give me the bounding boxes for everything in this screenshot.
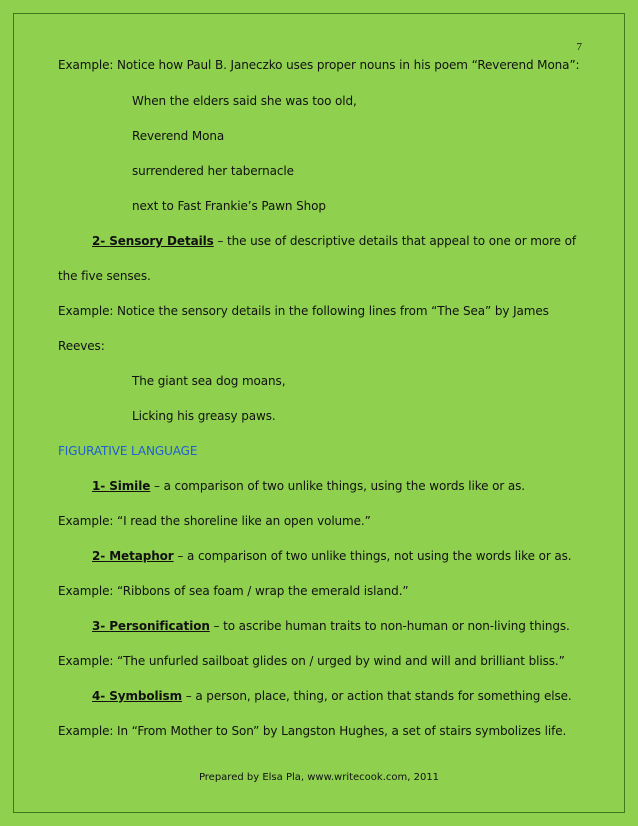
personification-example: Example: “The unfurled sailboat glides on / urged by wind and will and brilliant bliss.” <box>58 654 565 668</box>
term-personification: Personification <box>109 619 210 633</box>
list-number: 3- <box>92 619 110 633</box>
janeczko-example: Example: Notice how Paul B. Janeczko uses proper nouns in his poem “Reverend Mona”: <box>58 58 580 72</box>
figurative-language-heading: FIGURATIVE LANGUAGE <box>58 444 198 458</box>
simile-example: Example: “I read the shoreline like an open volume.” <box>58 514 371 528</box>
poem-line: Reverend Mona <box>132 129 225 143</box>
poem-line: next to Fast Frankie’s Pawn Shop <box>132 199 326 213</box>
page-footer: Prepared by Elsa Pla, www.writecook.com, 2011 <box>198 772 440 783</box>
poem-line: When the elders said she was too old, <box>132 94 357 108</box>
poem-line: Licking his greasy paws. <box>132 409 276 423</box>
definition-text: – the use of descriptive details that appeal to one or more of <box>213 234 577 248</box>
page-number: 7 <box>576 41 582 53</box>
term-metaphor: Metaphor <box>109 549 174 563</box>
list-number: 1- <box>92 479 110 493</box>
definition-text: – a person, place, thing, or action that stands for something else. <box>182 689 572 703</box>
poem-line: surrendered her tabernacle <box>132 164 294 178</box>
term-sensory-details: Sensory Details <box>109 234 214 248</box>
term-simile: Simile <box>109 479 151 493</box>
sensory-details-definition <box>92 234 576 248</box>
term-symbolism: Symbolism <box>109 689 182 703</box>
metaphor-example: Example: “Ribbons of sea foam / wrap the emerald island.” <box>58 584 409 598</box>
symbolism-example: Example: In “From Mother to Son” by Langston Hughes, a set of stairs symbolizes life. <box>58 724 567 738</box>
definition-text: – to ascribe human traits to non-human or non-living things. <box>209 619 570 633</box>
metaphor-definition <box>92 549 571 563</box>
sensory-example: Example: Notice the sensory details in the following lines from “The Sea” by James <box>58 304 549 318</box>
definition-text: – a comparison of two unlike things, using the words like or as. <box>150 479 526 493</box>
definition-text: – a comparison of two unlike things, not using the words like or as. <box>173 549 572 563</box>
list-number: 2- <box>92 234 110 248</box>
simile-definition <box>92 479 525 493</box>
symbolism-definition <box>92 689 572 703</box>
poem-line: The giant sea dog moans, <box>132 374 286 388</box>
personification-definition <box>92 619 570 633</box>
definition-continuation: the five senses. <box>58 269 151 283</box>
list-number: 4- <box>92 689 110 703</box>
list-number: 2- <box>92 549 110 563</box>
sensory-example-continuation: Reeves: <box>58 339 105 353</box>
